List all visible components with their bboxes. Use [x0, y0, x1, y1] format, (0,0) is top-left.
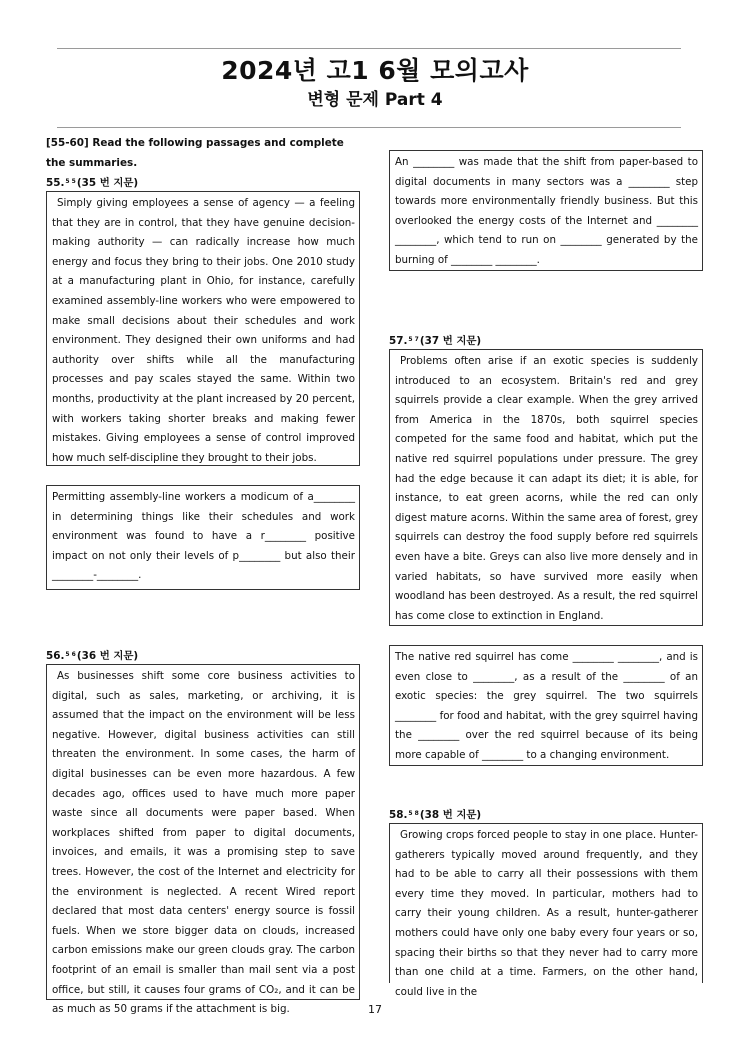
passage-57 [389, 349, 703, 626]
summary-56-text: An ________ was made that the shift from paper-based to digital documents in many sectors was a ________ step towards more environmentally friendly business. But this overlooked the energy costs of the Internet and ________ ________, which tend to run on ________ generated by the burning of ________ ________. [395, 156, 698, 266]
question-56-ref: (36 번 지문) [76, 650, 139, 662]
summary-57 [389, 645, 703, 766]
question-56-sup: 5 6 [65, 651, 76, 658]
question-55-sup: 5 5 [65, 178, 76, 185]
question-57-ref: (37 번 지문) [419, 335, 482, 347]
passage-55 [46, 191, 360, 466]
summary-56 [389, 150, 703, 271]
question-55-ref: (35 번 지문) [76, 177, 139, 189]
top-rule [57, 48, 681, 49]
passage-58-text: Growing crops forced people to stay in one place. Hunter-gatherers typically moved around frequently, and they had to be able to carry all their possessions with them every time they moved. In particular, mothers had to carry their young children. As a result, hunter-gatherer mothers could have only one baby every four years or so, spacing their births so that they never had to carry more than one child at a time. Farmers, on the other hand, could live in the [395, 829, 698, 998]
passage-58 [389, 823, 703, 998]
summary-55-text: Permitting assembly-line workers a modicum of a________ in determining things like their schedules and work environment was found to have a r________ positive impact on not only their levels of p________ but also their ________-________. [52, 491, 355, 582]
instructions: [55-60] Read the following passages and complete the summaries. [46, 137, 344, 169]
header-rule [57, 127, 681, 128]
question-56-label [46, 647, 138, 664]
passage-57-text: Problems often arise if an exotic species is suddenly introduced to an ecosystem. Britain's red and grey squirrels provide a clear example. When the grey arrived from America in the 1870s, both squirrel species competed for the same food and habitat, which put the native red squirrel populations under pressure. The grey had the edge because it can adapt its diet; it is able, for instance, to eat green acorns, while the red can only digest mature acorns. Within the same area of forest, grey squirrels can destroy the food supply before red squirrels even have a bite. Greys can also live more densely and in varied habitats, so have survived more easily when woodland has been destroyed. As a result, the red squirrel has come close to extinction in England. [395, 355, 698, 622]
summary-55 [46, 485, 360, 590]
passage-56-text: As businesses shift some core business activities to digital, such as sales, marketing, or archiving, it is assumed that the impact on the environment will be less negative. However, digital business activities can still threaten the environment. In some cases, the harm of digital businesses can be even more hazardous. A few decades ago, offices used to have much more paper waste since all documents were paper based. When workplaces shifted from paper to digital documents, invoices, and emails, it was a promising step to save trees. However, the cost of the Internet and electricity for the environment is neglected. A recent Wired report declared that most data centers' energy source is fossil fuels. When we store bigger data on clouds, increased carbon emissions make our green clouds gray. The carbon footprint of an email is smaller than mail sent via a post office, but still, it causes four grams of CO₂, and it can be as much as 50 grams if the attachment is big. [52, 670, 355, 1016]
page-subtitle: 변형 문제 Part 4 [307, 90, 443, 110]
summary-57-text: The native red squirrel has come ________ ________, and is even close to ________, as a result of the ________ of an exotic species: the grey squirrel. The two squirrels ________ for food and habitat, with the grey squirrel having the ________ over the red squirrel because of its being more capable of ________ to a changing environment. [395, 651, 698, 761]
question-58-ref: (38 번 지문) [419, 809, 482, 821]
question-57-number: 57. [389, 335, 408, 347]
page-number: 17 [368, 1003, 382, 1016]
question-58-sup: 5 8 [408, 810, 419, 817]
question-58-number: 58. [389, 809, 408, 821]
page-title: 2024년 고1 6월 모의고사 [221, 56, 529, 85]
passage-56 [46, 664, 360, 1016]
passage-55-text: Simply giving employees a sense of agency — a feeling that they are in control, that they have genuine decision-making authority — can radically increase how much energy and focus they bring to their jobs. One 2010 study at a manufacturing plant in Ohio, for instance, carefully examined assembly-line workers who were empowered to make small decisions about their schedules and work environment. They designed their own uniforms and had authority over shifts while all the manufacturing processes and pay scales stayed the same. Within two months, productivity at the plant increased by 20 percent, with workers taking shorter breaks and making fewer mistakes. Giving employees a sense of control improved how much self-discipline they brought to their jobs. [52, 197, 355, 464]
question-56-number: 56. [46, 650, 65, 662]
question-58-label [389, 806, 481, 823]
question-55-label [46, 174, 138, 191]
question-57-label [389, 332, 481, 349]
question-55-number: 55. [46, 177, 65, 189]
question-57-sup: 5 7 [408, 336, 419, 343]
